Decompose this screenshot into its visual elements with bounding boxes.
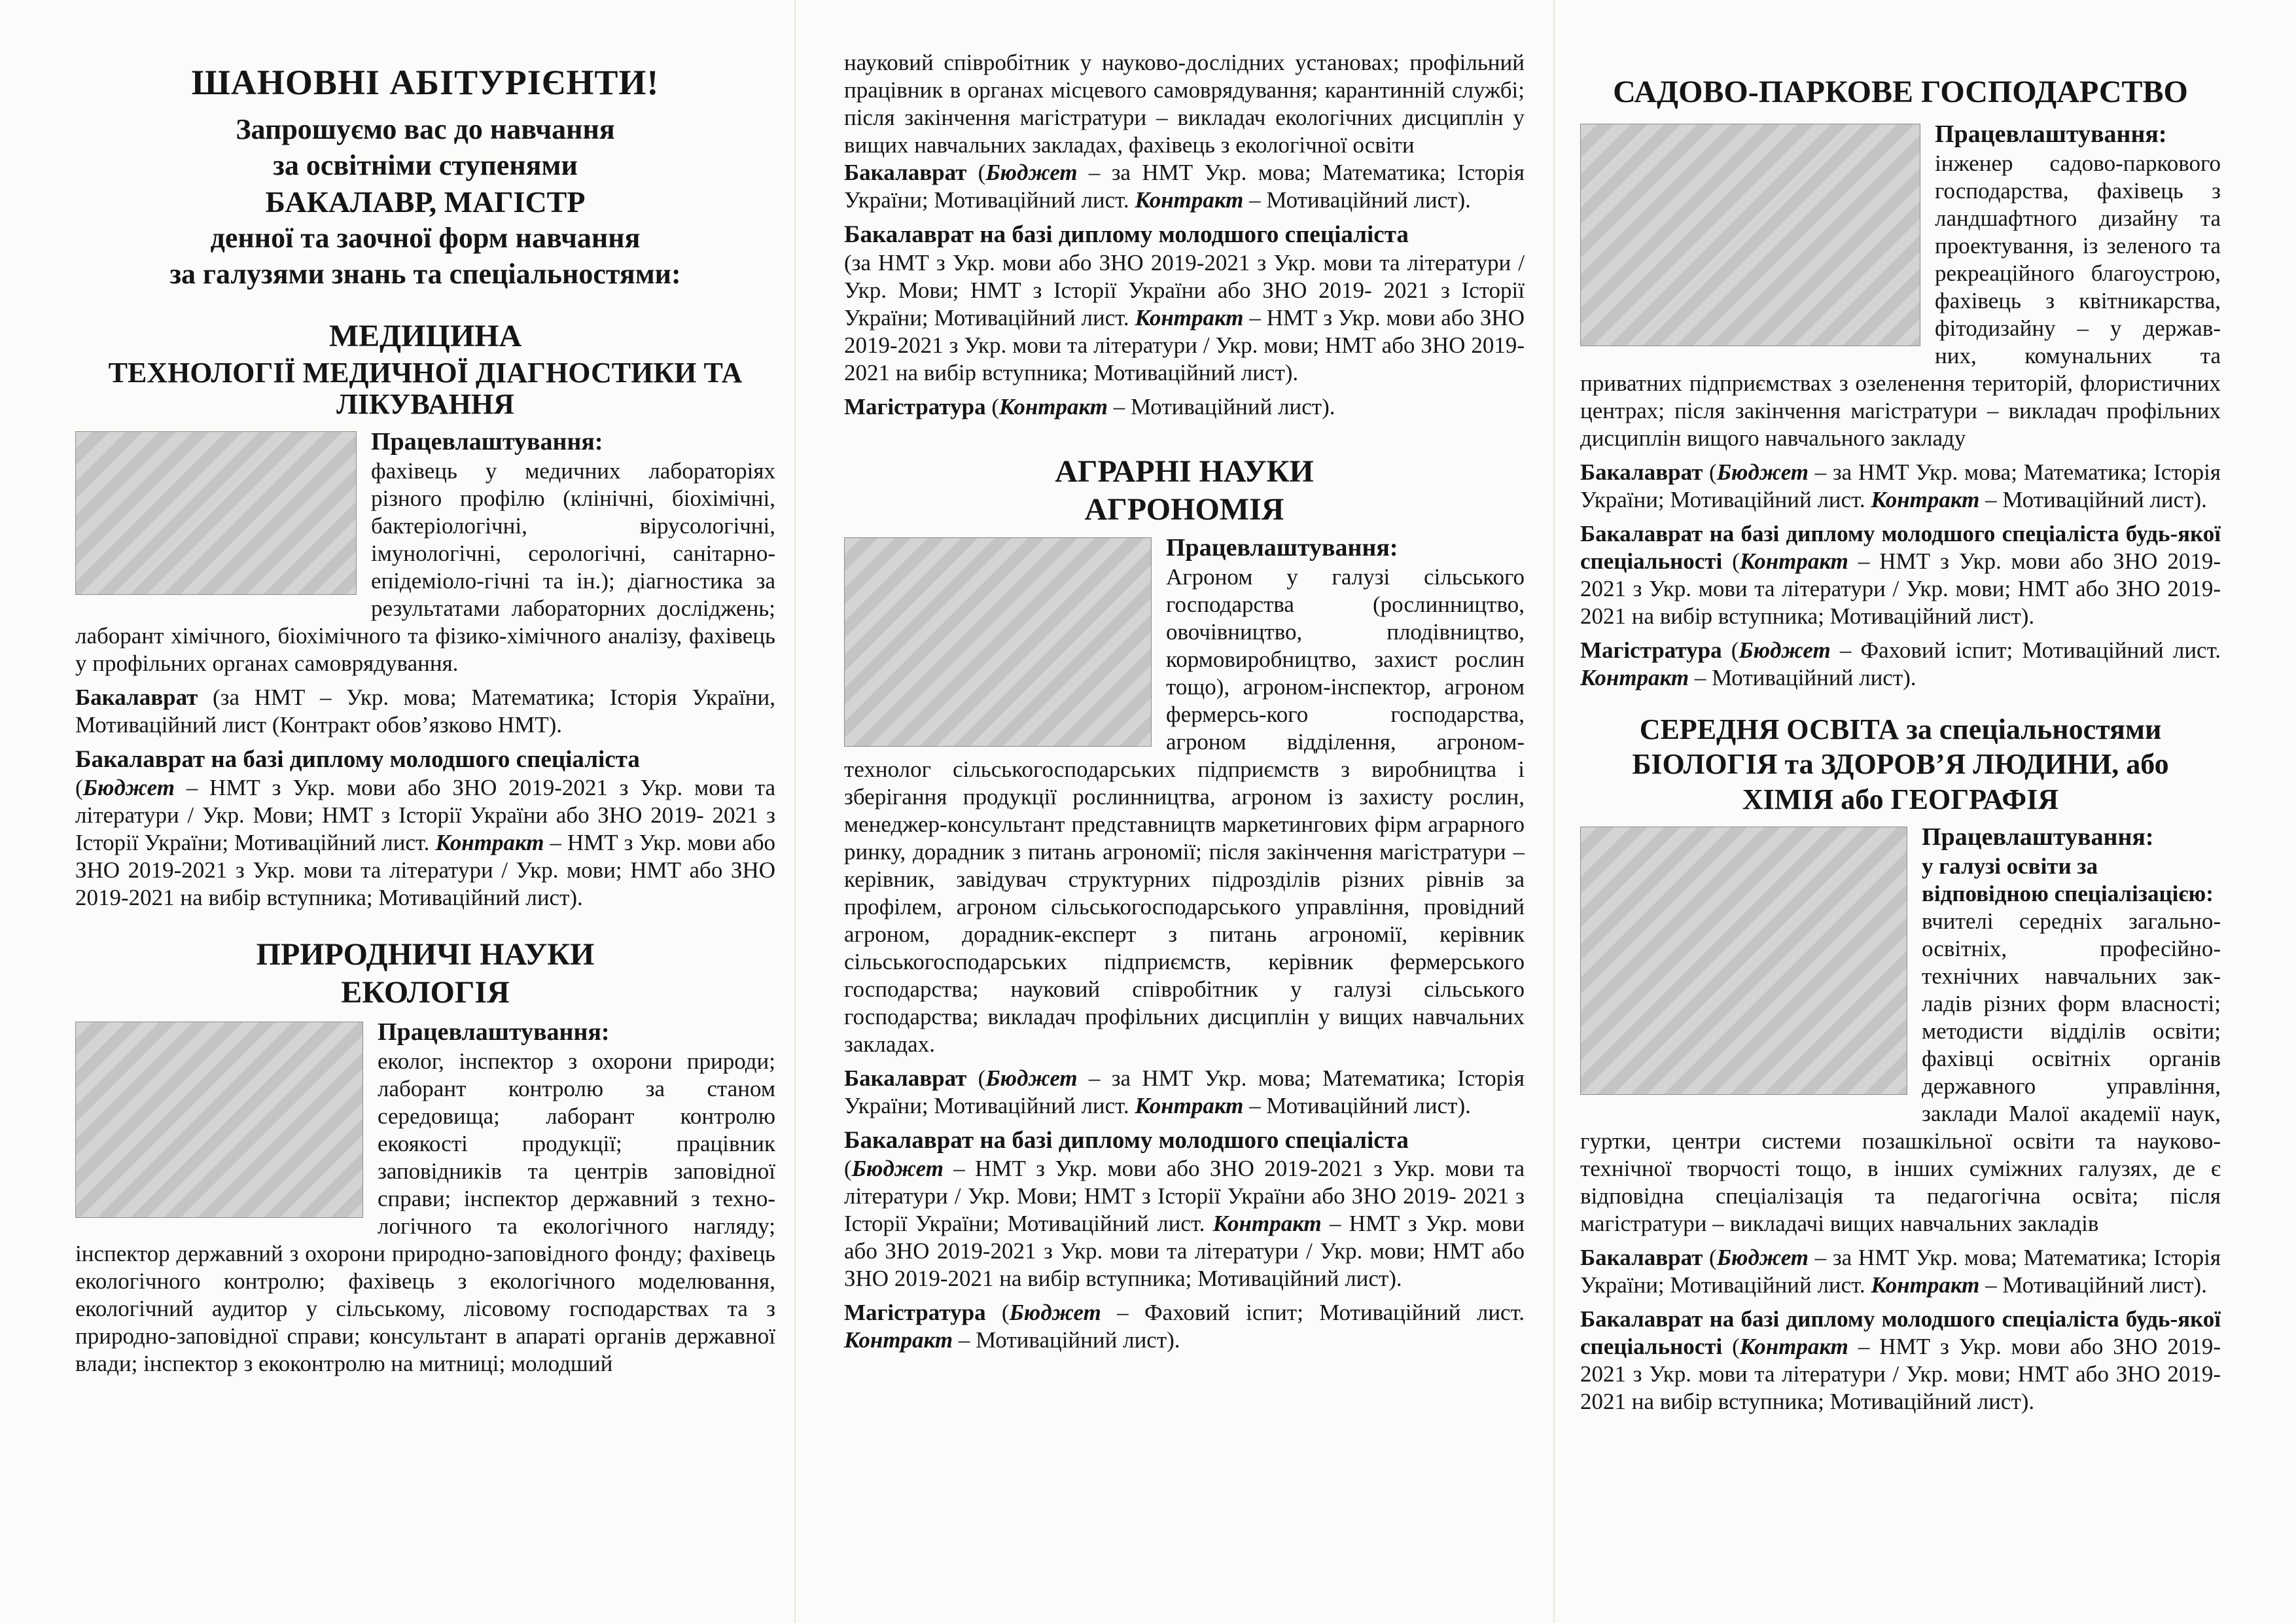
contract-text: – Мотиваційний лист). [1979,1272,2207,1298]
employment-text: фахівець у медичних лабораторіях різного профілю (клінічні, біохімічні, бактеріологічні, вірусологічні, імунологічні, серологічні, санітарно-епідеміоло-гічні та ін.); діагностика за результатами лабораторних досліджень; лаборант хімічного, біохімічного та фізико-хімічного аналізу, фахівець у профільних органах самоврядування. [75,458,775,677]
employment-sublabel: у галузі освіти за відповідною спеціалізацією: [1922,853,2214,907]
budget-label: Бюджет [1716,459,1809,485]
employment-text: інженер садово-паркового господарства, фахівець з ландшафтного дизайну та проектування, із зеленого та рекреаційного благоустрою, фахівець з квітникарства, фітодизайну – у держав- них, комунальних та приватних підприємствах з озеленення територій, флористичних центрах; після закінчення магістратури – викладач профільних дисциплін вищого навчального закладу [1580,150,2221,451]
contract-text: – Мотиваційний лист). [953,1327,1180,1353]
junior-bachelor-label: Бакалаврат на базі диплому молодшого спеціаліста будь-якої спеціальності [1580,520,2221,574]
junior-bachelor-terms: (Бюджет – НМТ з Укр. мови або ЗНО 2019-2021 з Укр. мови та літератури / Укр. Мови; НМТ з Історії України або ЗНО 2019- 2021 з Історії України; Мотиваційний лист. Контракт – НМТ з Укр. мови або ЗНО 2019-2021 з Укр. мови та літератури / Укр. мови; НМТ або ЗНО 2019-2021 на вибір вступника; Мотиваційний лист). [844,1156,1525,1292]
contract-label: Контракт [435,830,544,856]
contract-label: Контракт [1739,548,1848,574]
contract-label: Контракт [1135,187,1244,213]
junior-bachelor-label: Бакалаврат на базі диплому молодшого спеціаліста [844,1127,1409,1154]
bachelor-label: Бакалаврат [1580,1245,1703,1271]
contract-text: – НМТ з Укр. мови або ЗНО 2019-2021 з Укр. мови та літератури / Укр. мови; НМТ або ЗНО 2019-2021 на вибір вступника; Мотиваційний лист). [1580,548,2221,629]
junior-bachelor-text: (за НМТ з Укр. мови або ЗНО 2019-2021 з Укр. мови та літератури / Укр. Мови; НМТ з Історії України або ЗНО 2019- 2021 з Історії України; Мотиваційний лист. [844,250,1525,331]
left-column [0,0,795,1623]
employment-label: Працевлаштування: [1935,120,2167,148]
ecology-employment-continued: науковий співробітник у науково-дослідних установах; профільний працівник в органах місцевого самоврядування; карантинній службі; після закінчення магістратури – викладач екологічних дисциплін у вищих навчальних закладах, фахівець з екологічної освіти [844,50,1525,158]
lab-staff-photo [75,431,357,595]
bachelor-label: Бакалаврат [1580,459,1703,485]
page-title: ШАНОВНІ АБІТУРІЄНТИ! [191,63,660,102]
junior-bachelor-terms: Бакалаврат на базі диплому молодшого спеціаліста будь-якої спеціальності (Контракт – НМТ з Укр. мови або ЗНО 2019-2021 з Укр. мови та літератури / Укр. мови; НМТ або ЗНО 2019-2021 на вибір вступника; Мотиваційний лист). [1580,1306,2221,1415]
budget-label: Бюджет [82,775,175,801]
ecologists-photo [75,1022,363,1218]
budget-text: – за НМТ Укр. мова; Математика; Історія України; Мотиваційний лист. [844,160,1525,213]
intro-degrees: БАКАЛАВР, МАГІСТР [265,185,586,219]
budget-label: Бюджет [985,160,1078,185]
agronomist-photo [844,537,1152,747]
intro-line: денної та заочної форм навчання [210,222,641,255]
junior-bachelor-label: Бакалаврат на базі диплому молодшого спеціаліста [75,746,640,774]
budget-text: – Фаховий іспит; Мотиваційний лист. [1101,1300,1525,1326]
contract-label: Контракт [1135,1093,1244,1119]
bachelor-terms: Бакалаврат (Бюджет – за НМТ Укр. мова; Математика; Історія України; Мотиваційний лист. Контракт – Мотиваційний лист). [844,1065,1525,1119]
master-label: Магістратура [1580,637,1722,663]
junior-bachelor-label: Бакалаврат на базі диплому молодшого спеціаліста [844,221,1409,248]
section-subtitle-medicine: ТЕХНОЛОГІЇ МЕДИЧНОЇ ДІАГНОСТИКИ ТА ЛІКУВАННЯ [108,357,743,420]
section-subtitle-ecology: ЕКОЛОГІЯ [341,975,510,1010]
master-terms: Магістратура (Бюджет – Фаховий іспит; Мотиваційний лист. Контракт – Мотиваційний лист). [1580,637,2221,690]
junior-bachelor-label: Бакалаврат на базі диплому молодшого спеціаліста будь-якої спеціальності [1580,1306,2221,1360]
intro-line: за освітніми ступенями [273,149,578,181]
budget-label: Бюджет [1739,637,1831,663]
bachelor-label: Бакалаврат [75,685,198,711]
bachelor-label: Бакалаврат [844,160,967,185]
junior-bachelor-terms: (Бюджет – НМТ з Укр. мови або ЗНО 2019-2021 з Укр. мови та літератури / Укр. Мови; НМТ з Історії України або ЗНО 2019- 2021 з Історії України; Мотиваційний лист. Контракт – НМТ з Укр. мови або ЗНО 2019-2021 з Укр. мови та літератури / Укр. мови; НМТ або ЗНО 2019-2021 на вибір вступника; Мотиваційний лист). [75,775,775,911]
teacher-classroom-photo [1580,827,1907,1095]
budget-label: Бюджет [1009,1300,1101,1326]
section-title-secondary-education: СЕРЕДНЯ ОСВІТА за спеціальностями [1639,713,2162,745]
contract-text: – Мотиваційний лист). [1243,1093,1471,1119]
master-label: Магістратура [844,394,986,420]
contract-text: – Мотиваційний лист). [1108,394,1335,420]
budget-label: Бюджет [851,1156,944,1182]
employment-label: Працевлаштування: [371,428,603,456]
contract-text: – НМТ з Укр. мови або ЗНО 2019-2021 з Укр. мови та літератури / Укр. мови; НМТ або ЗНО 2019-2021 на вибір вступника; Мотиваційний лист). [75,830,775,911]
contract-text: – НМТ з Укр. мови або ЗНО 2019-2021 з Укр. мови та літератури / Укр. мови; НМТ або ЗНО 2019-2021 на вибір вступника; Мотиваційний лист). [1580,1334,2221,1415]
budget-text: – НМТ з Укр. мови або ЗНО 2019-2021 з Укр. мови та літератури / Укр. Мови; НМТ з Історії України або ЗНО 2019- 2021 з Історії України; Мотиваційний лист. [844,1156,1525,1237]
contract-text: – НМТ з Укр. мови або ЗНО 2019-2021 з Укр. мови та літератури / Укр. мови; НМТ або ЗНО 2019-2021 на вибір вступника; Мотиваційний лист). [844,1211,1525,1292]
employment-label: Працевлаштування: [378,1018,610,1046]
bachelor-terms: Бакалаврат (Бюджет – за НМТ Укр. мова; Математика; Історія України; Мотиваційний лист. Контракт – Мотиваційний лист). [1580,1245,2221,1298]
budget-text: – за НМТ Укр. мова; Математика; Історія України; Мотиваційний лист. [1580,1245,2221,1298]
budget-label: Бюджет [1716,1245,1809,1271]
intro-line: Запрошуємо вас до навчання [236,113,615,145]
contract-label: Контракт [1739,1334,1848,1360]
employment-label: Працевлаштування: [1166,534,1398,562]
junior-bachelor-terms: Бакалаврат на базі диплому молодшого спеціаліста будь-якої спеціальності (Контракт – НМТ з Укр. мови або ЗНО 2019-2021 з Укр. мови та літератури / Укр. мови; НМТ або ЗНО 2019-2021 на вибір вступника; Мотиваційний лист). [1580,520,2221,629]
bachelor-text: (за НМТ – Укр. мова; Математика; Історія України, Мотиваційний лист (Контракт обов’язково НМТ). [75,685,775,738]
contract-label: Контракт [844,1327,953,1353]
budget-text: – за НМТ Укр. мова; Математика; Історія України; Мотиваційний лист. [844,1065,1525,1119]
bachelor-terms: Бакалаврат (Бюджет – за НМТ Укр. мова; Математика; Історія України; Мотиваційний лист. Контракт – Мотиваційний лист). [844,160,1525,213]
employment-text: Агроном у галузі сільського господарства (рослинництво, овочівництво, плодівництво, кормовиробництво, захист рослин тощо), агроном-інспектор, агроном фермерсь-кого господарства, агроном відділення, агроном-технолог сільськогосподарських підприємств з виробництва і зберігання продукції рослинництва, агроном із захисту рослин, менеджер-консультант представництв маркетингових фірм аграрного ринку, дорадник з питань агрономії; після закінчення магістратури – керівник, завідувач структурних підрозділів різних рівнів за профілем, агроном сільськогосподарського управління, провідний агроном, дорадник-експерт з питань агрономії, керівник сільськогосподарських підприємств, керівник фермерського господарства; науковий співробітник у галузі сільського господарства; викладач профільних дисциплін у вищих навчальних закладах. [844,564,1525,1058]
section-title-landscape: САДОВО-ПАРКОВЕ ГОСПОДАРСТВО [1613,75,2188,109]
contract-label: Контракт [1212,1211,1322,1237]
contract-text: – Мотиваційний лист). [1243,187,1471,213]
contract-label: Контракт [998,394,1108,420]
section-title-medicine: МЕДИЦИНА [328,319,522,354]
bachelor-terms: Бакалаврат (Бюджет – за НМТ Укр. мова; Математика; Історія України; Мотиваційний лист. Контракт – Мотиваційний лист). [1580,459,2221,512]
section-subtitle-agronomy: АГРОНОМІЯ [1084,492,1284,527]
budget-text: – за НМТ Укр. мова; Математика; Історія України; Мотиваційний лист. [1580,459,2221,512]
contract-text: – Мотиваційний лист). [1689,664,1916,690]
junior-bachelor-terms [844,249,1525,387]
bachelor-terms [75,684,775,739]
budget-label: Бюджет [985,1065,1078,1092]
section-subtitle-biology: БІОЛОГІЯ та ЗДОРОВ’Я ЛЮДИНИ, або [1632,748,2169,781]
bachelor-label: Бакалаврат [844,1065,967,1092]
master-terms: Магістратура (Бюджет – Фаховий іспит; Мотиваційний лист. Контракт – Мотиваційний лист). [844,1300,1525,1353]
intro-block [75,112,775,292]
contract-label: Контракт [1580,664,1689,690]
middle-column [795,0,1554,1623]
employment-text: вчителі середніх загально-освітніх, професійно-технічних навчальних зак-ладів різних форм власності; методисти відділів освіти; фахівці освітніх органів державного управління, заклади Малої академії наук, гуртки, центри системи позашкільної освіти та науково-технічної творчості тощо, в інших суміжних галузях, де є відповідна спеціалізація та педагогічна освіта; після магістратури – викладачі вищих навчальних закладів [1580,908,2221,1237]
landscape-collage-photo [1580,124,1920,346]
right-column [1554,0,2296,1623]
intro-line: за галузями знань та спеціальностями: [169,257,681,290]
employment-label: Працевлаштування: [1922,823,2154,851]
budget-text: – НМТ з Укр. мови або ЗНО 2019-2021 з Укр. мови та літератури / Укр. Мови; НМТ з Історії України або ЗНО 2019- 2021 з Історії України; Мотиваційний лист. [75,775,775,856]
master-terms: Магістратура (Контракт – Мотиваційний лист). [844,394,1335,420]
contract-label: Контракт [1135,305,1244,331]
contract-text: – Мотиваційний лист). [1979,486,2207,512]
section-title-agrarian: АГРАРНІ НАУКИ [1055,454,1314,490]
employment-text: еколог, інспектор з охорони природи; лаборант контролю за станом середовища; лаборант контролю екоякості продукції; працівник заповідників та центрів заповідної справи; інспектор державний з техно-логічного та екологічного нагляду; інспектор державний з охорони природно-заповідного фонду; фахівець екологічного контролю; фахівець з екологічного моделювання, екологічний аудитор у сільському, лісовому господарствах та з природно-заповідної справи; консультант в апараті органів державної влади; інспектор з екоконтролю на митниці; молодший [75,1048,775,1377]
section-title-natural-sciences: ПРИРОДНИЧІ НАУКИ [256,937,595,972]
contract-text: – НМТ з Укр. мови або ЗНО 2019-2021 з Укр. мови та літератури / Укр. мови; НМТ або ЗНО 2019-2021 на вибір вступника; Мотиваційний лист). [844,305,1525,386]
section-subtitle-chemistry-geography: ХІМІЯ або ГЕОГРАФІЯ [1742,783,2059,815]
budget-text: – Фаховий іспит; Мотиваційний лист. [1830,637,2221,663]
contract-label: Контракт [1871,486,1980,512]
master-label: Магістратура [844,1300,986,1326]
contract-label: Контракт [1871,1272,1980,1298]
